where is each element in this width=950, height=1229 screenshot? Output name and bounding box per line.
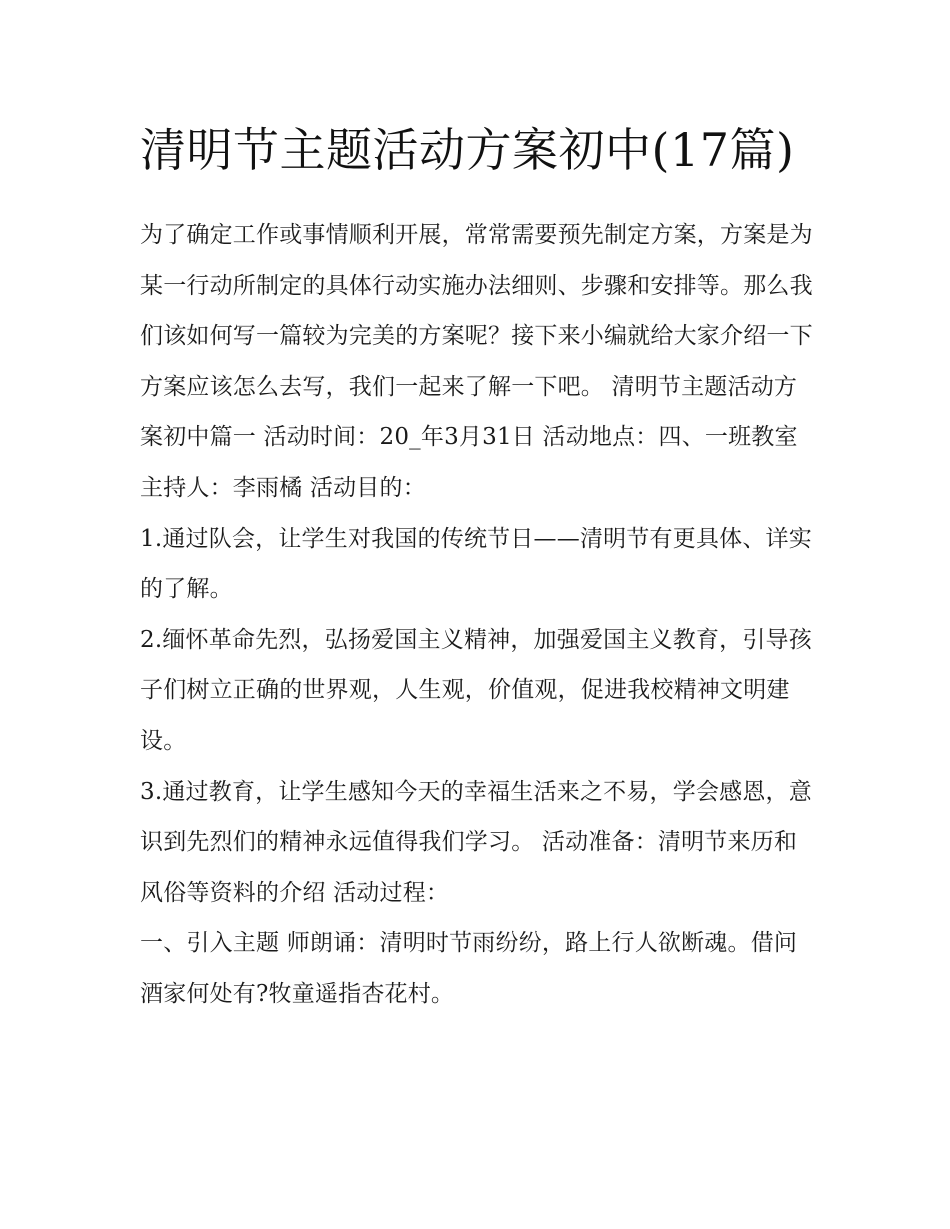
document-title: 清明节主题活动方案初中(17篇) — [140, 123, 795, 177]
body-paragraph: 2.缅怀革命先烈，弘扬爱国主义精神，加强爱国主义教育，引导孩子们树立正确的世界观，人生观，价值观，促进我校精神文明建设。 — [140, 626, 812, 754]
body-paragraph: 1.通过队会，让学生对我国的传统节日——清明节有更具体、详实的了解。 — [140, 525, 812, 603]
body-paragraph: 一、引入主题 师朗诵：清明时节雨纷纷，路上行人欲断魂。借问酒家何处有?牧童遥指杏花村。 — [140, 930, 798, 1007]
body-paragraph: 为了确定工作或事情顺利开展，常常需要预先制定方案，方案是为某一行动所制定的具体行动实施办法细则、步骤和安排等。那么我们该如何写一篇较为完美的方案呢？接下来小编就给大家介绍一下方案应该怎么去写，我们一起来了解一下吧。 清明节主题活动方案初中篇一 活动时间：20_年3月31日 活动地点：四、一班教室 主持人：李雨橘 活动目的： — [140, 222, 813, 501]
document-page — [140, 112, 820, 1020]
document-body — [140, 210, 820, 1020]
body-paragraph: 3.通过教育，让学生感知今天的幸福生活来之不易，学会感恩，意识到先烈们的精神永远值得我们学习。 活动准备：清明节来历和风俗等资料的介绍 活动过程： — [140, 778, 812, 906]
